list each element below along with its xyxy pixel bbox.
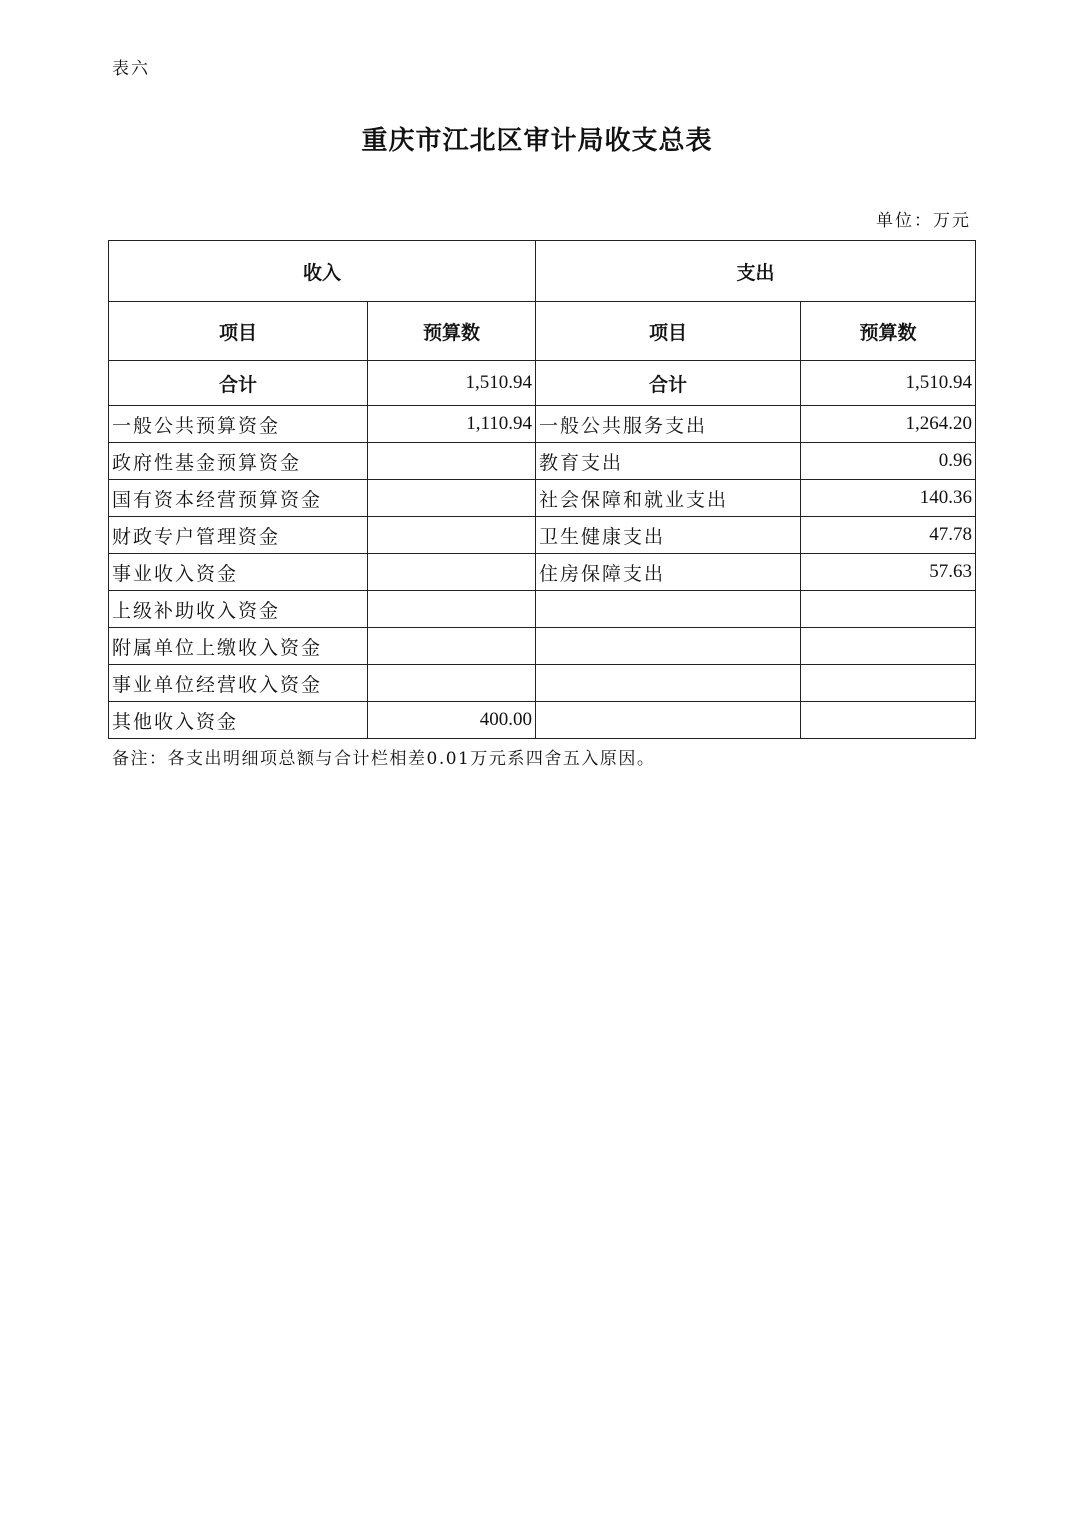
table-row — [109, 591, 976, 628]
table-row — [109, 554, 976, 591]
expense-value-cell: 47.78 — [801, 517, 976, 554]
expense-value-cell — [801, 591, 976, 628]
table-row — [109, 702, 976, 739]
expense-value-cell — [801, 665, 976, 702]
unit-label: 单位：万元 — [876, 211, 971, 231]
income-expense-table — [108, 240, 976, 739]
table-row — [109, 443, 976, 480]
page-label: 表六 — [112, 59, 150, 79]
income-value-cell — [368, 480, 536, 517]
income-total-value: 1,510.94 — [368, 361, 536, 406]
expense-item-cell: 一般公共服务支出 — [536, 406, 801, 443]
expense-item-cell — [536, 702, 801, 739]
income-value-cell — [368, 517, 536, 554]
expense-value-cell — [801, 702, 976, 739]
income-value-cell — [368, 591, 536, 628]
expense-item-cell: 住房保障支出 — [536, 554, 801, 591]
expense-item-column-header: 项目 — [536, 302, 801, 361]
income-value-cell — [368, 665, 536, 702]
income-item-cell: 其他收入资金 — [109, 702, 368, 739]
total-row — [109, 361, 976, 406]
expense-item-cell — [536, 665, 801, 702]
expense-item-cell — [536, 591, 801, 628]
table-row — [109, 480, 976, 517]
income-item-cell: 财政专户管理资金 — [109, 517, 368, 554]
table-row — [109, 665, 976, 702]
income-item-cell: 事业单位经营收入资金 — [109, 665, 368, 702]
income-value-cell — [368, 628, 536, 665]
page-title: 重庆市江北区审计局收支总表 — [361, 126, 713, 156]
column-header-row — [109, 302, 976, 361]
income-item-cell: 国有资本经营预算资金 — [109, 480, 368, 517]
footnote: 备注：各支出明细项总额与合计栏相差0.01万元系四舍五入原因。 — [112, 749, 656, 769]
income-item-cell: 附属单位上缴收入资金 — [109, 628, 368, 665]
table-row — [109, 406, 976, 443]
income-item-cell: 事业收入资金 — [109, 554, 368, 591]
income-value-cell: 400.00 — [368, 702, 536, 739]
section-header-row — [109, 241, 976, 302]
income-item-cell: 一般公共预算资金 — [109, 406, 368, 443]
expense-item-cell: 教育支出 — [536, 443, 801, 480]
expense-value-cell: 0.96 — [801, 443, 976, 480]
expense-value-cell — [801, 628, 976, 665]
expense-total-label: 合计 — [536, 361, 801, 406]
table-row — [109, 628, 976, 665]
expense-value-cell: 1,264.20 — [801, 406, 976, 443]
expense-budget-column-header: 预算数 — [801, 302, 976, 361]
income-item-column-header: 项目 — [109, 302, 368, 361]
income-value-cell — [368, 554, 536, 591]
expense-value-cell: 57.63 — [801, 554, 976, 591]
expense-item-cell — [536, 628, 801, 665]
income-item-cell: 政府性基金预算资金 — [109, 443, 368, 480]
expense-item-cell: 卫生健康支出 — [536, 517, 801, 554]
income-total-label: 合计 — [109, 361, 368, 406]
income-value-cell — [368, 443, 536, 480]
expense-value-cell: 140.36 — [801, 480, 976, 517]
expense-total-value: 1,510.94 — [801, 361, 976, 406]
table-row — [109, 517, 976, 554]
expense-item-cell: 社会保障和就业支出 — [536, 480, 801, 517]
income-budget-column-header: 预算数 — [368, 302, 536, 361]
income-item-cell: 上级补助收入资金 — [109, 591, 368, 628]
expense-section-header: 支出 — [536, 241, 976, 302]
income-section-header: 收入 — [109, 241, 536, 302]
income-value-cell: 1,110.94 — [368, 406, 536, 443]
